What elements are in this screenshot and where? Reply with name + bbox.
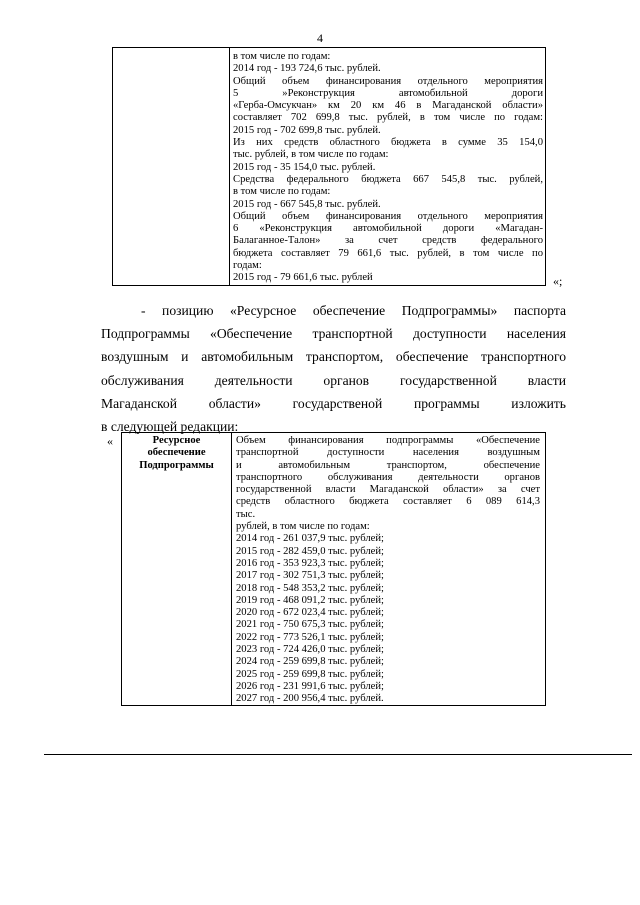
- text-line: 2014 год - 261 037,9 тыс. рублей;: [236, 533, 384, 545]
- text-line: тыс.: [236, 508, 256, 520]
- text-line: 6 «Реконструкция автомобильной дороги «Магадан-: [233, 223, 543, 235]
- text-line: 2017 год - 302 751,3 тыс. рублей;: [236, 570, 384, 582]
- text-line: тыс. рублей, в том числе по годам:: [233, 149, 389, 161]
- text-line: бюджета составляет 79 661,6 тыс. рублей, в том числе по: [233, 247, 543, 259]
- closing-quote: «;: [553, 274, 563, 288]
- funding-continuation-table: [112, 47, 546, 286]
- text-line: Балаганное-Талон» за счет средств федерального: [233, 235, 543, 247]
- text-line: 2016 год - 353 923,3 тыс. рублей;: [236, 557, 384, 569]
- amendment-paragraph: [101, 299, 566, 438]
- text-line: 2014 год - 193 724,6 тыс. рублей.: [233, 63, 381, 75]
- text-line: в следующей редакции:: [101, 419, 239, 435]
- text-line: средств областного бюджета составляет 6 089 614,3: [236, 496, 540, 508]
- text-line: 2027 год - 200 956,4 тыс. рублей.: [236, 693, 384, 705]
- footer-rule: [44, 754, 632, 755]
- text-line: 2024 год - 259 699,8 тыс. рублей;: [236, 656, 384, 668]
- text-line: Магаданской области» государственой программы изложить: [101, 395, 566, 411]
- text-line: Средства федерального бюджета 667 545,8 тыс. рублей,: [233, 173, 543, 185]
- text-line: в том числе по годам:: [233, 186, 331, 198]
- funding-details-cell: [233, 51, 543, 285]
- text-line: 2021 год - 750 675,3 тыс. рублей;: [236, 619, 384, 631]
- resource-provision-table: [121, 432, 546, 706]
- text-line: рублей, в том числе по годам:: [236, 521, 370, 533]
- text-line: годам:: [233, 260, 262, 272]
- resource-provision-details: [236, 435, 540, 706]
- label-line: Подпрограммы: [139, 459, 214, 471]
- label-line: Ресурсное: [152, 435, 201, 446]
- text-line: 2023 год - 724 426,0 тыс. рублей;: [236, 644, 384, 656]
- text-line: 5 »Реконструкция автомобильной дороги: [233, 87, 543, 99]
- text-line: 2018 год - 548 353,2 тыс. рублей;: [236, 582, 384, 594]
- text-line: 2020 год - 672 023,4 тыс. рублей;: [236, 607, 384, 619]
- text-line: «Герба-Омсукчан» км 20 км 46 в Магаданской области»: [233, 100, 543, 112]
- opening-quote: «: [107, 434, 113, 448]
- table-column-divider: [229, 48, 230, 285]
- text-line: в том числе по годам:: [233, 51, 331, 62]
- text-line: 2026 год - 231 991,6 тыс. рублей;: [236, 680, 384, 692]
- text-line: 2015 год - 282 459,0 тыс. рублей;: [236, 545, 384, 557]
- text-line: обслуживания деятельности органов государственной власти: [101, 372, 566, 388]
- text-line: Объем финансирования подпрограммы «Обеспечение: [236, 435, 540, 446]
- text-line: государственной власти Магаданской области» за счет: [236, 484, 540, 496]
- table-column-divider: [231, 433, 232, 705]
- resource-provision-label: [122, 435, 231, 472]
- text-line: 2015 год - 35 154,0 тыс. рублей.: [233, 161, 376, 173]
- text-line: транспортного обслуживания деятельности органов: [236, 471, 540, 483]
- text-line: Общий объем финансирования отдельного мероприятия: [233, 210, 543, 222]
- text-line: 2022 год - 773 526,1 тыс. рублей;: [236, 631, 384, 643]
- label-line: обеспечение: [147, 447, 206, 459]
- text-line: 2015 год - 702 699,8 тыс. рублей.: [233, 124, 381, 136]
- text-line: Общий объем финансирования отдельного мероприятия: [233, 75, 543, 87]
- text-line: 2015 год - 667 545,8 тыс. рублей.: [233, 198, 381, 210]
- text-line: воздушным и автомобильным транспортом, обеспечение транспортного: [101, 349, 566, 365]
- text-line: 2019 год - 468 091,2 тыс. рублей;: [236, 594, 384, 606]
- text-line: Из них средств областного бюджета в сумме 35 154,0: [233, 137, 543, 149]
- text-line: составляет 702 699,8 тыс. рублей, в том числе по годам:: [233, 112, 543, 124]
- text-line: транспортной доступности населения воздушным: [236, 447, 540, 459]
- text-line: и автомобильным транспортом, обеспечение: [236, 459, 540, 471]
- text-line: - позицию «Ресурсное обеспечение Подпрограммы» паспорта: [141, 303, 566, 318]
- text-line: 2015 год - 79 661,6 тыс. рублей: [233, 272, 373, 284]
- text-line: Подпрограммы «Обеспечение транспортной доступности населения: [101, 326, 566, 342]
- text-line: 2025 год - 259 699,8 тыс. рублей;: [236, 668, 384, 680]
- page-number: 4: [317, 31, 323, 45]
